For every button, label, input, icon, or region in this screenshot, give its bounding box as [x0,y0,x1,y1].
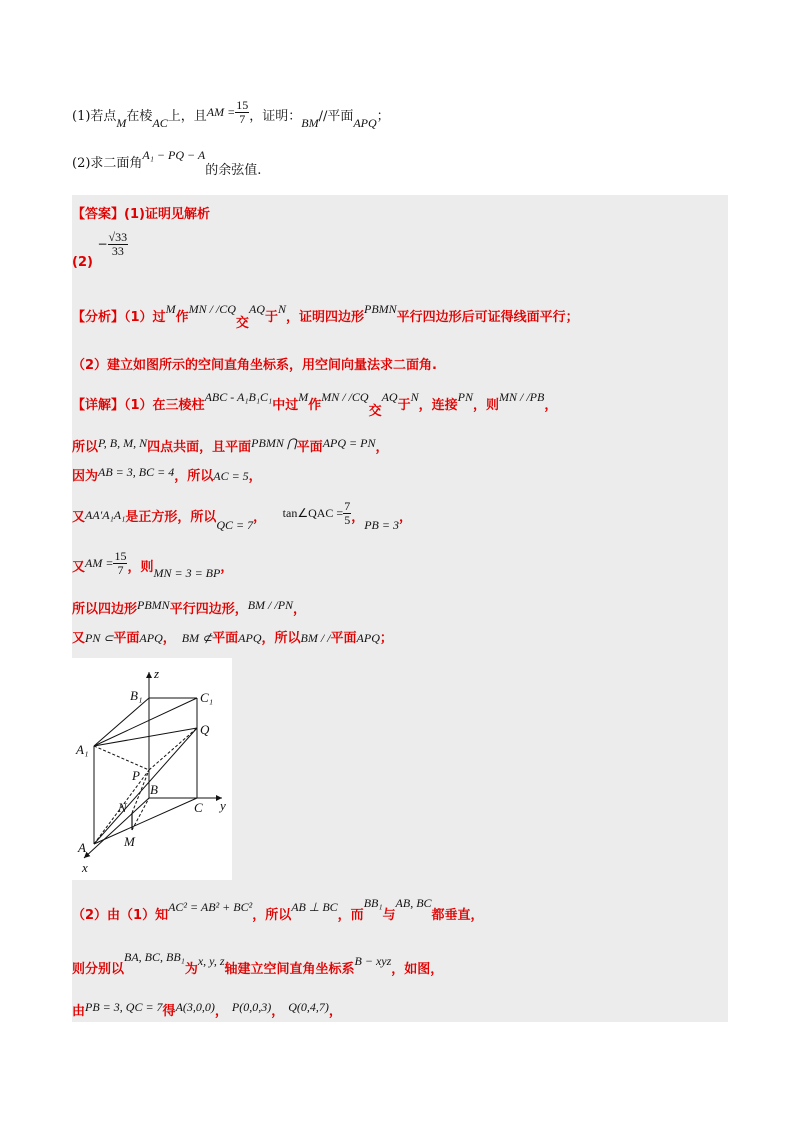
detail-text: ，则 [472,398,499,413]
detail-APQ-1: APQ [139,631,163,645]
detail-tan: tan∠QAC = [282,506,344,520]
answer-fraction [108,231,129,258]
detail-BA-BC-BB1: BA, BC, BB₁ [124,950,185,964]
analysis-PBMN: PBMN [363,302,397,316]
detail-text: 平面 [212,631,239,646]
detail-text: 平面 [113,631,140,646]
q1-fraction [235,99,249,126]
detail-BB1: BB₁ [363,896,383,910]
q1-label: (1)若点 [72,109,117,124]
analysis-tag: 【分析】 [72,310,125,325]
detail-text: ，如图， [391,962,444,977]
detail-text: 平行四边形， [169,602,248,617]
detail-APQ-3: APQ [356,631,380,645]
detail-line-2 [72,436,388,455]
line-AQ [94,728,197,844]
detail-text: ， [214,1004,228,1019]
detail-text: （1）在三棱柱 [124,398,205,413]
detail-text: 由 [72,1004,86,1019]
detail-text: 都垂直， [431,908,484,923]
q1-text2: 上，且 [167,109,207,124]
answer-frac-num: √33 [108,230,128,244]
q1-APQ: APQ [353,116,377,130]
detail-APQ-PN: APQ = PN [322,436,376,450]
detail-am-num: 15 [114,549,127,563]
analysis-text: 作 [175,310,189,325]
label-y: y [220,798,226,813]
detail-AB-perp: AB ⊥ BC [291,900,338,914]
detail-tan-den: 5 [344,513,351,527]
detail-AC2: AC² = AB² + BC² [168,900,253,914]
analysis-N: N [277,302,286,316]
detail-text: 是正方形，所以 [125,510,217,525]
detail-text: ， [544,398,558,413]
q1-frac-den: 7 [239,112,246,126]
answer-tag: 【答案】 [72,207,125,222]
label-B: B [150,782,158,797]
detail-text: 又 [72,510,86,525]
analysis-line-2 [72,354,437,373]
detail-BM-nsub: BM ⊄ [181,631,213,645]
detail-text: 所以四边形 [72,602,138,617]
answer-line-2 [72,230,128,270]
label-C1: C₁ [200,690,214,705]
detail-points: P, B, M, N [98,436,148,450]
detail-MN-BP: MN = 3 = BP [153,566,221,580]
detail-P-coord: P(0,0,3) [231,1000,272,1014]
detail-B-xyz: B − xyz [354,954,392,968]
detail-tan-num: 7 [344,499,351,513]
detail-text: 所以 [72,440,99,455]
analysis-M: M [165,302,176,316]
label-Q: Q [200,722,210,737]
detail-square: AA′A₁A₁ [85,508,126,522]
detail-MNCQ: MN / /CQ [321,390,369,404]
detail-M: M [298,390,309,404]
q1-BM: BM [301,116,319,130]
detail-text: ， [293,602,307,617]
detail-text: ，连接 [418,398,458,413]
detail-text: 交 [368,404,382,419]
detail-text: ， [271,1004,285,1019]
analysis-text: 平行四边形后可证得线面平行； [396,310,579,325]
detail-text: ，所以 [261,631,301,646]
analysis-MNCQ: MN / /CQ [188,302,236,316]
detail-p2-line-3 [72,1000,342,1019]
label-B1: B₁ [130,688,143,703]
edge-A1C1 [94,698,197,746]
detail-line-5 [72,549,234,581]
detail-A-coord: A(3,0,0) [175,1000,215,1014]
q2-expr: A₁ − PQ − A [142,148,206,162]
detail-text: 与 [382,908,396,923]
detail-am-fraction [113,550,127,577]
label-A: A [78,840,86,855]
analysis-AQ: AQ [248,302,265,316]
detail-APQ-2: APQ [238,631,262,645]
detail-text: ， [220,560,234,575]
question-2 [72,148,262,178]
question-1 [72,98,390,130]
analysis-text: 交 [235,316,249,331]
answer-part1: (1)证明见解析 [124,207,210,222]
detail-tag: 【详解】 [72,398,125,413]
detail-text: ，则 [127,560,154,575]
detail-text: ， [162,631,176,646]
analysis-text: 于 [264,310,278,325]
detail-Q-coord: Q(0,4,7) [288,1000,329,1014]
answer-neg: − [97,237,108,251]
q2-end: 的余弦值. [205,163,262,178]
detail-text: ， [398,510,412,525]
analysis-text: （1）过 [124,310,166,325]
detail-am-den: 7 [117,563,124,577]
detail-PN: PN [457,390,473,404]
detail-text: ， [375,440,389,455]
q1-AM: AM = [206,105,236,119]
q1-text: 在棱 [126,109,153,124]
label-C: C [194,800,203,815]
detail-text: 平面 [296,440,323,455]
label-A1: A₁ [76,742,89,757]
analysis-l2: （2）建立如图所示的空间直角坐标系，用空间向量法求二面角. [72,358,437,373]
prism-figure [72,658,232,880]
q1-frac-num: 15 [236,98,249,112]
detail-AM: AM = [85,556,114,570]
detail-PN-sub: PN ⊂ [85,631,114,645]
detail-BM-par: BM / / [300,631,331,645]
detail-PBMN: PBMN [137,598,170,612]
detail-text: 中过 [272,398,299,413]
detail-text: ； [379,631,393,646]
answer-part2-label: (2) [72,255,93,270]
q1-M: M [116,116,127,130]
detail-text: 得 [162,1004,176,1019]
detail-text: ，所以 [252,908,292,923]
detail-p2-line-2 [72,950,444,977]
analysis-line-1 [72,302,579,331]
detail-line-6 [72,598,306,617]
detail-line-1 [72,390,558,419]
q1-end: ； [376,109,390,124]
line-A1P [94,746,149,770]
detail-text: 又 [72,631,86,646]
detail-text: ， [248,469,262,484]
line-PQ [149,728,197,770]
detail-text: 平面 [330,631,357,646]
label-x: x [82,860,88,875]
detail-BM-PN: BM / /PN [247,598,294,612]
q1-parallel: //平面 [318,109,354,124]
detail-text: 作 [308,398,322,413]
line-A1Q [94,728,197,746]
detail-text: （2）由（1）知 [72,908,169,923]
q1-AC: AC [152,116,168,130]
detail-QC: QC = 7 [216,518,254,532]
detail-N: N [410,390,419,404]
detail-line-3 [72,465,262,484]
answer-frac-den: 33 [111,244,124,258]
detail-PBMN-cap: PBMN ⋂ [251,436,297,450]
detail-PB-QC: PB = 3, QC = 7 [85,1000,163,1014]
line-MB [132,798,149,830]
label-z: z [154,666,160,681]
answer-line-1 [72,203,210,222]
detail-text: ， [253,510,267,525]
detail-text: 四点共面，且平面 [147,440,252,455]
analysis-text: ，证明四边形 [285,310,364,325]
detail-AB-BC: AB = 3, BC = 4 [98,465,175,479]
detail-text: 因为 [72,469,99,484]
label-M: M [124,834,135,849]
label-N: N [118,800,127,815]
detail-AQ: AQ [381,390,398,404]
detail-line-4 [72,499,412,532]
detail-line-7 [72,627,393,646]
prism-diagram [72,658,232,880]
q1-prove: ，证明： [249,109,302,124]
detail-tan-fraction [343,500,351,527]
detail-text: 则分别以 [72,962,125,977]
detail-text: 轴建立空间直角坐标系 [224,962,355,977]
detail-xyz: x, y, z [197,954,225,968]
q2-label: (2)求二面角 [72,156,143,171]
label-P: P [132,768,140,783]
detail-AC: AC = 5 [213,469,249,483]
detail-text: 为 [184,962,198,977]
detail-p2-line-1 [72,896,484,923]
detail-text: ，所以 [174,469,214,484]
detail-prism: ABC - A₁B₁C₁ [204,390,273,404]
detail-MNPB: MN / /PB [498,390,545,404]
detail-text: ，而 [337,908,364,923]
detail-text: ， [328,1004,342,1019]
detail-text: 又 [72,560,86,575]
detail-text: 于 [397,398,411,413]
edge-AC [94,798,197,844]
edge-B1A1 [94,698,149,746]
detail-AB-BC: AB, BC [395,896,432,910]
detail-PB: PB = 3 [364,518,399,532]
detail-text: ， [351,510,365,525]
